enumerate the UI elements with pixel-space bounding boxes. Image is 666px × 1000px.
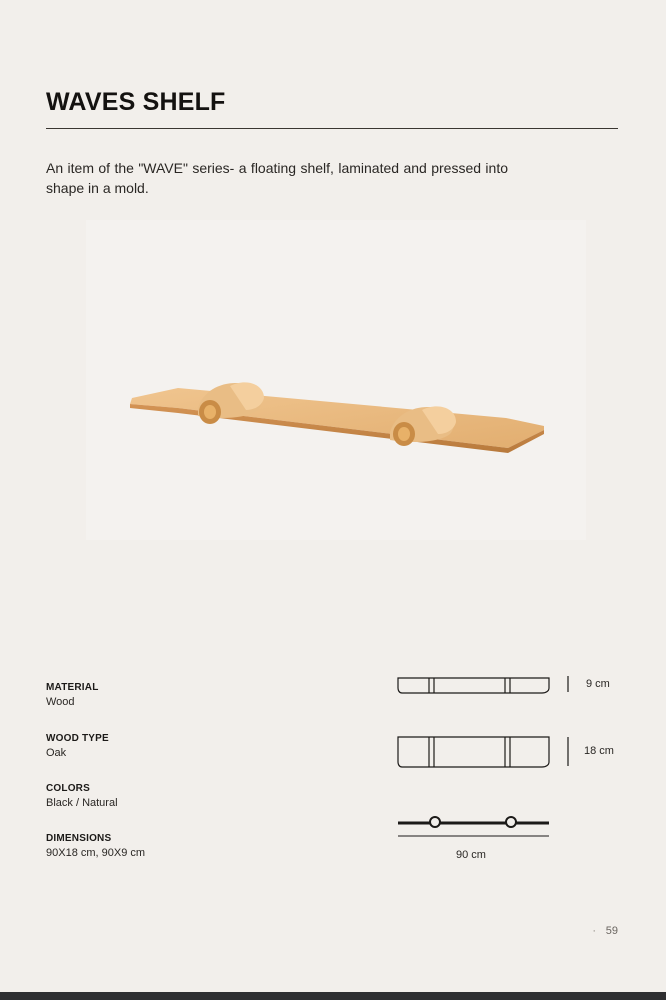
spec-label: MATERIAL — [46, 682, 99, 693]
page-title: WAVES SHELF — [46, 88, 226, 116]
spec-label: WOOD TYPE — [46, 733, 109, 744]
dimension-drawings — [390, 670, 630, 870]
technical-drawings — [390, 670, 630, 870]
shelf-9cm-drawing — [398, 676, 568, 693]
shelf-illustration — [86, 220, 586, 540]
spec-value: Black / Natural — [46, 797, 118, 809]
title-divider — [46, 128, 618, 129]
dimension-90cm: 90 cm — [456, 849, 486, 861]
shelf-18cm-drawing — [398, 737, 568, 767]
spec-value: Oak — [46, 747, 67, 759]
page-number: 59 — [605, 925, 618, 937]
spec-material — [46, 682, 99, 708]
spec-value: Wood — [46, 696, 75, 708]
shelf-profile-drawing — [398, 817, 549, 836]
dimension-18cm: 18 cm — [584, 745, 614, 757]
page-marker: · — [592, 925, 596, 937]
spec-value: 90X18 cm, 90X9 cm — [46, 847, 146, 859]
bottom-bar — [0, 992, 666, 1000]
spec-wood-type — [46, 733, 109, 759]
spec-dimensions — [46, 833, 145, 859]
spec-label: COLORS — [46, 783, 90, 794]
product-photo — [86, 220, 586, 540]
product-description: An item of the "WAVE" series- a floating shelf, laminated and pressed into shape in a mold. — [46, 160, 508, 196]
dimension-9cm: 9 cm — [586, 678, 610, 690]
spec-label: DIMENSIONS — [46, 833, 112, 844]
spec-colors — [46, 783, 118, 809]
